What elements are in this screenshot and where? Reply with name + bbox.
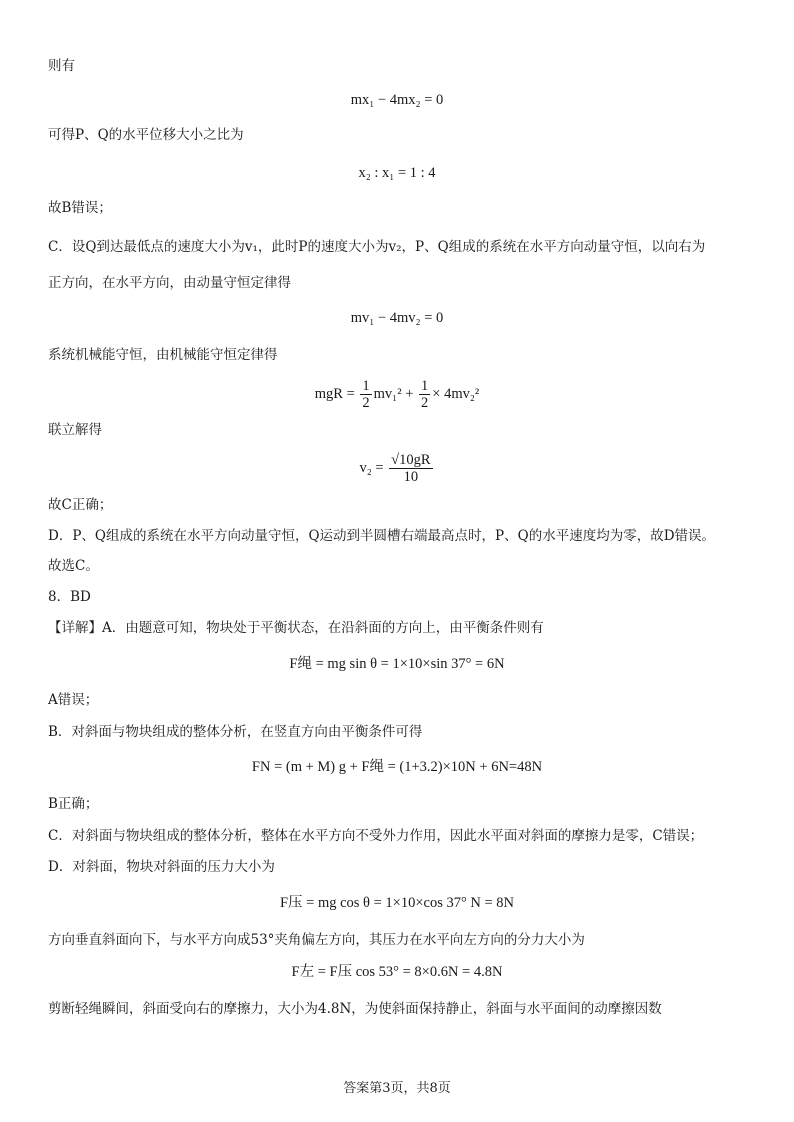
eq-part: mgR = — [314, 385, 355, 402]
text-line: 可得P、Q的水平位移大小之比为 — [48, 127, 244, 143]
frac-den: 2 — [421, 395, 429, 411]
text-line: B正确； — [48, 796, 99, 812]
page-footer: 答案第3页，共8页 — [343, 1081, 451, 1096]
text-line: 故B错误； — [48, 200, 112, 216]
text-line: 故选C。 — [48, 558, 99, 574]
text-line: 则有 — [48, 58, 75, 74]
text-line: D．P、Q组成的系统在水平方向动量守恒，Q运动到半圆槽右端最高点时，P、Q的水平速度均为零，故D错误。 — [48, 528, 716, 544]
text-line: 剪断轻绳瞬间，斜面受向右的摩擦力，大小为4.8N，为使斜面保持静止，斜面与水平面间的动摩擦因数 — [48, 1001, 662, 1017]
text-line: 系统机械能守恒，由机械能守恒定律得 — [48, 347, 278, 363]
equation-energy — [0, 378, 794, 411]
eq-part: v₂ = — [359, 459, 384, 476]
equation: F绳 = mg sin θ = 1×10×sin 37° = 6N — [289, 656, 505, 672]
text-line: 正方向，在水平方向，由动量守恒定律得 — [48, 275, 291, 291]
frac-num: √10gR — [391, 452, 431, 468]
frac-den: 10 — [403, 469, 419, 485]
fraction — [389, 452, 432, 485]
text-line: C．设Q到达最低点的速度大小为v₁，此时P的速度大小为v₂，P、Q组成的系统在水平方向动量守恒，以向右为 — [48, 239, 706, 255]
equation: F左 = F压 cos 53° = 8×0.6N = 4.8N — [291, 964, 503, 980]
eq-part: mv₁² — [373, 385, 402, 402]
eq-part: + — [401, 385, 418, 402]
text-line: 【详解】A．由题意可知，物块处于平衡状态，在沿斜面的方向上，由平衡条件则有 — [48, 620, 544, 636]
equation-result — [0, 452, 794, 485]
text-line: 故C正确； — [48, 497, 113, 513]
text-line: 联立解得 — [48, 422, 102, 438]
equation: x₂ : x₁ = 1 : 4 — [358, 165, 436, 181]
frac-num: 1 — [362, 378, 370, 394]
equation: mx₁ − 4mx₂ = 0 — [350, 92, 444, 108]
equation: mv₁ − 4mv₂ = 0 — [350, 310, 444, 326]
text-line: C．对斜面与物块组成的整体分析，整体在水平方向不受外力作用，因此水平面对斜面的摩擦力是零，C错误； — [48, 828, 704, 844]
text-line: 方向垂直斜面向下，与水平方向成53°夹角偏左方向，其压力在水平向左方向的分力大小为 — [48, 932, 585, 948]
frac-den: 2 — [362, 395, 370, 411]
text-line: A错误； — [48, 692, 99, 708]
text-line: 8．BD — [48, 589, 91, 605]
equation: FN = (m + M) g + F绳 = (1+3.2)×10N + 6N=48N — [251, 759, 543, 775]
fraction — [360, 378, 371, 411]
text-line: D．对斜面，物块对斜面的压力大小为 — [48, 859, 275, 875]
eq-part: × 4mv₂² — [432, 385, 480, 402]
frac-num: 1 — [421, 378, 429, 394]
equation: F压 = mg cos θ = 1×10×cos 37° N = 8N — [279, 895, 515, 911]
text-line: B．对斜面与物块组成的整体分析，在竖直方向由平衡条件可得 — [48, 724, 423, 740]
fraction — [419, 378, 430, 411]
